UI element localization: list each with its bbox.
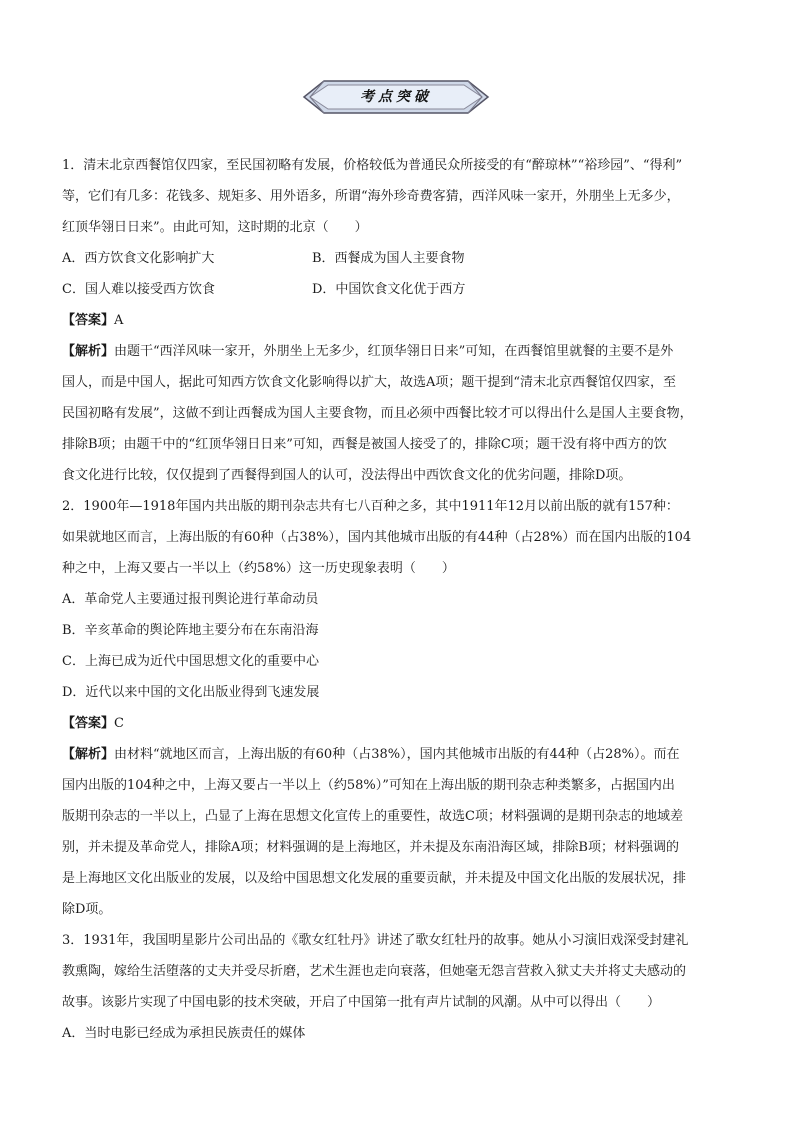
- option-a: A．当时电影已经成为承担民族责任的媒体: [62, 1026, 306, 1041]
- analysis-text: 由材料“就地区而言，上海出版的有60种（占38%），国内其他城市出版的有44种（占28%）。而在: [114, 747, 680, 762]
- question-stem-line: 种之中，上海又要占一半以上（约58%）这一历史现象表明（ ）: [62, 561, 455, 576]
- question-3: [62, 925, 738, 1049]
- question-stem-line: 1．清末北京西餐馆仅四家，至民国初略有发展，价格较低为普通民众所接受的有“醉琼林”“裕珍园”、“得利”: [62, 158, 683, 173]
- question-1: [62, 150, 738, 491]
- option-a: A．西方饮食文化影响扩大: [62, 251, 215, 266]
- options-row: [62, 243, 738, 274]
- analysis-line: 版期刊杂志的一半以上，凸显了上海在思想文化宣传上的重要性，故选C项；材料强调的是期刊杂志的地域差: [62, 809, 683, 824]
- option-b: B．辛亥革命的舆论阵地主要分布在东南沿海: [62, 623, 319, 638]
- analysis-line: 别，并未提及革命党人，排除A项；材料强调的是上海地区，并未提及东南沿海区域，排除B项；材料强调的: [62, 840, 679, 855]
- option-c: C．上海已成为近代中国思想文化的重要中心: [62, 654, 319, 669]
- option-d: D．中国饮食文化优于西方: [312, 282, 466, 297]
- answer-label: 【答案】: [62, 716, 115, 731]
- option-d: D．近代以来中国的文化出版业得到飞速发展: [62, 685, 320, 700]
- option-b: B．西餐成为国人主要食物: [312, 251, 465, 266]
- answer-line: [62, 305, 738, 336]
- analysis-text: 由题干“西洋风味一家开，外朋坐上无多少，红顶华翎日日来”可知，在西餐馆里就餐的主要不是外: [114, 344, 674, 359]
- options-row: [62, 274, 738, 305]
- answer-label: 【答案】: [62, 313, 115, 328]
- question-2: [62, 491, 738, 925]
- question-stem-line: 2．1900年—1918年国内共出版的期刊杂志共有七八百种之多，其中1911年12月以前出版的就有157种：: [62, 499, 679, 514]
- analysis-line: 食文化进行比较，仅仅提到了西餐得到国人的认可，没法得出中西饮食文化的优劣问题，排除D项。: [62, 468, 632, 483]
- question-stem-line: 如果就地区而言，上海出版的有60种（占38%），国内其他城市出版的有44种（占28%）而在国内出版的104: [62, 530, 692, 545]
- question-stem-line: 等，它们有几多：花钱多、规矩多、用外语多，所谓“海外珍奇费客猜，西洋风味一家开，外朋坐上无多少，: [62, 189, 680, 204]
- analysis-line: 国内出版的104种之中，上海又要占一半以上（约58%）”可知在上海出版的期刊杂志种类繁多，占据国内出: [62, 778, 675, 793]
- analysis-line: [62, 739, 738, 770]
- section-banner: [300, 78, 492, 116]
- answer-value: C: [114, 716, 124, 731]
- analysis-line: 是上海地区文化出版业的发展，以及给中国思想文化发展的重要贡献，并未提及中国文化出版的发展状况，排: [62, 871, 687, 886]
- analysis-label: 【解析】: [62, 344, 115, 359]
- banner-title: 考点突破: [360, 89, 432, 105]
- analysis-line: 国人，而是中国人，据此可知西方饮食文化影响得以扩大，故选A项；题干提到“清末北京西餐馆仅四家，至: [62, 375, 677, 390]
- option-a: A．革命党人主要通过报刊舆论进行革命动员: [62, 592, 319, 607]
- analysis-line: 民国初略有发展”，这做不到让西餐成为国人主要食物，而且必须中西餐比较才可以得出什么是国人主要食物，: [62, 406, 693, 421]
- answer-value: A: [114, 313, 124, 328]
- question-stem-line: 3．1931年，我国明星影片公司出品的《歌女红牡丹》讲述了歌女红牡丹的故事。她从小习演旧戏深受封建礼: [62, 933, 689, 948]
- analysis-line: 排除B项；由题干中的“红顶华翎日日来”可知，西餐是被国人接受了的，排除C项；题干没有将中西方的饮: [62, 437, 667, 452]
- option-c: C．国人难以接受西方饮食: [62, 282, 215, 297]
- analysis-line: [62, 336, 738, 367]
- question-stem-line: 红顶华翎日日来”。由此可知，这时期的北京（ ）: [62, 220, 368, 235]
- question-stem-line: 故事。该影片实现了中国电影的技术突破，开启了中国第一批有声片试制的风潮。从中可以得出（ ）: [62, 995, 661, 1010]
- analysis-label: 【解析】: [62, 747, 115, 762]
- question-stem-line: 教熏陶，嫁给生活堕落的丈夫并受尽折磨，艺术生涯也走向衰落，但她毫无怨言营救入狱丈夫并将丈夫感动的: [62, 964, 687, 979]
- analysis-line: 除D项。: [62, 902, 112, 917]
- answer-line: [62, 708, 738, 739]
- document-body: [62, 150, 738, 1049]
